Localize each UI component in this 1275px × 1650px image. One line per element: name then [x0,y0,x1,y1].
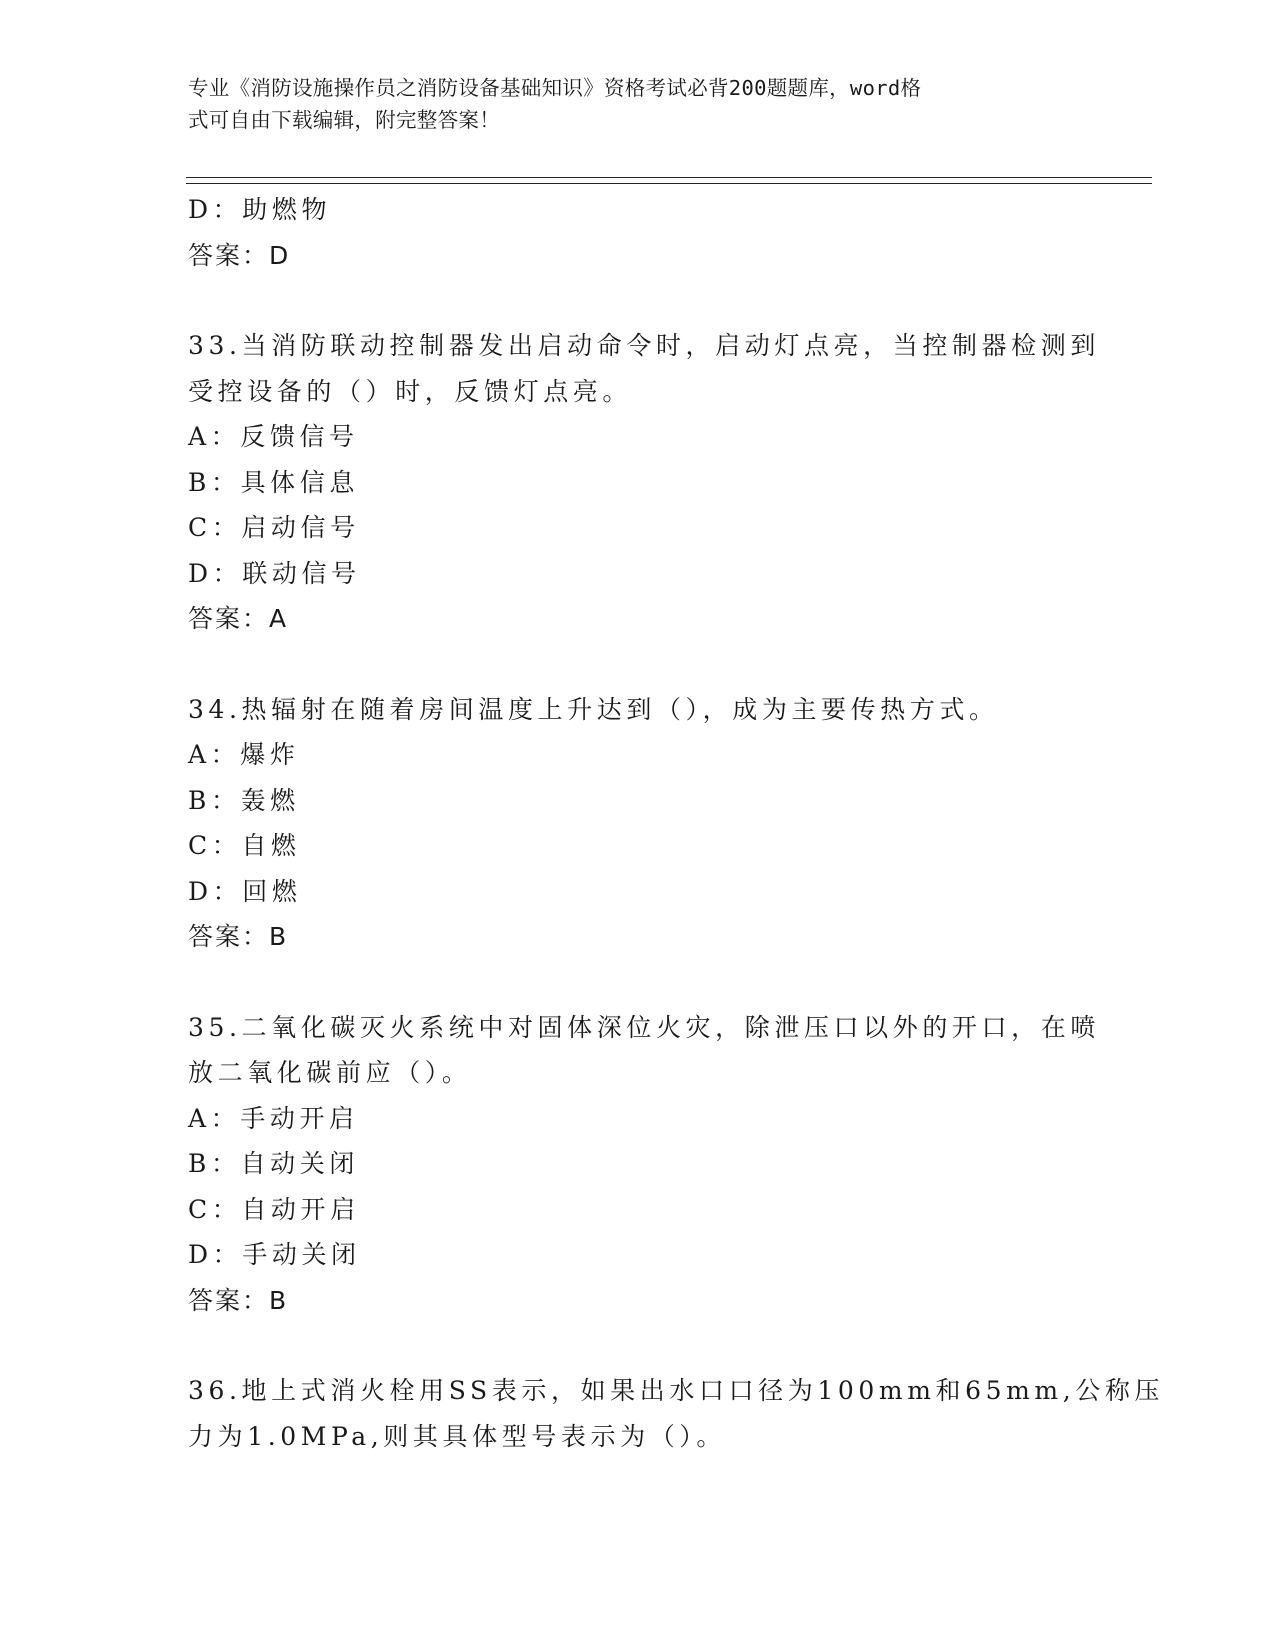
header-divider-bottom [186,183,1152,184]
answer: 答案：B [188,1285,289,1315]
question-list [188,187,1165,1459]
option-a: A：反馈信号 [188,422,359,451]
question-text-line-1: 33.当消防联动控制器发出启动命令时，启动灯点亮，当控制器检测到 [188,331,1100,360]
option-c: C：自燃 [188,831,301,860]
header-line-2: 式可自由下载编辑，附完整答案！ [188,108,500,132]
header-divider-top [186,177,1152,178]
option-d: D：手动关闭 [188,1240,361,1269]
question-text-line-1: 34.热辐射在随着房间温度上升达到（），成为主要传热方式。 [188,694,999,724]
question-text-line-2: 放二氧化碳前应（）。 [188,1058,472,1087]
question-text-line-1: 36.地上式消火栓用SS表示，如果出水口口径为100mm和65mm,公称压 [188,1376,1165,1405]
option-b: B：具体信息 [188,467,359,497]
question-block-36 [188,1368,1165,1459]
option-b: B：自动关闭 [188,1149,359,1178]
option-b: B：轰燃 [188,785,300,815]
option-c: C：启动信号 [188,513,360,542]
question-block-34 [188,687,1108,960]
question-block-33 [188,323,1108,642]
question-block-32-tail [188,187,1108,278]
option-a: A：手动开启 [188,1103,359,1133]
option-c: C：自动开启 [188,1194,360,1224]
option-d: D：回燃 [188,876,302,906]
document-header [188,72,1068,136]
answer: 答案：B [188,922,289,951]
question-text-line-1: 35.二氧化碳灭火系统中对固体深位火灾，除泄压口以外的开口，在喷 [188,1012,1100,1042]
answer: 答案：D [188,240,291,270]
answer: 答案：A [188,604,289,633]
question-text-line-2: 受控设备的（）时，反馈灯点亮。 [188,376,633,406]
question-text-line-2: 力为1.0MPa,则其具体型号表示为（）。 [188,1421,727,1451]
question-block-35 [188,1005,1108,1324]
header-line-1: 专业《消防设施操作员之消防设备基础知识》资格考试必背200题题库，word格 [188,76,922,100]
option-d: D：助燃物 [188,195,332,224]
option-a: A：爆炸 [188,740,300,769]
option-d: D：联动信号 [188,558,361,588]
